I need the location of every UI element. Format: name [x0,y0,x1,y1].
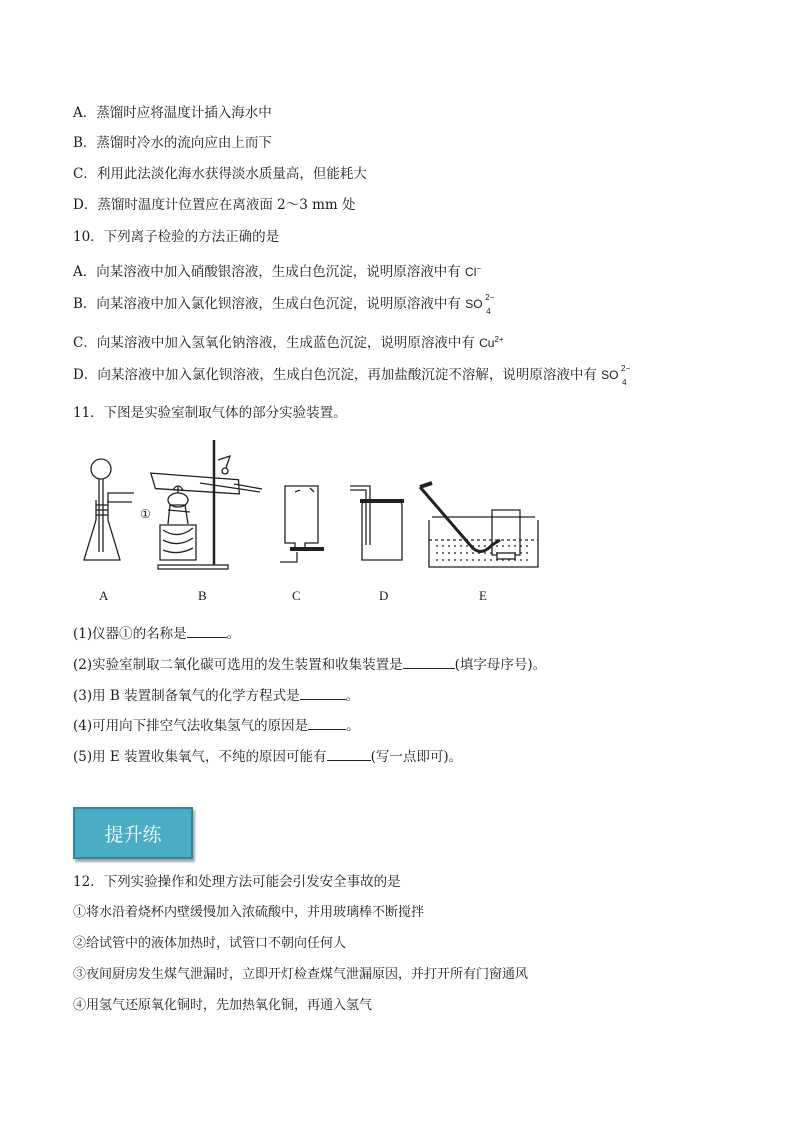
section-title: 提升练 [104,823,162,846]
q10-option-d-text: D．向某溶液中加入氯化钡溶液，生成白色沉淀，再加盐酸沉淀不溶解，说明原溶液中有 [73,367,597,383]
q9-option-d: D．蒸馏时温度计位置应在离液面 2～3 mm 处 [73,197,356,213]
q11-sub-5: (5)用 E 装置收集氧气，不纯的原因可能有 (写一点即可)。 [73,749,463,765]
chloride-ion: Cl− [465,264,482,279]
section-header-improvement [73,807,193,859]
q10-stem: 10．下列离子检验的方法正确的是 [73,229,280,245]
q12-stem: 12．下列实验操作和处理方法可能会引发安全事故的是 [73,874,401,890]
label-d: D [379,588,389,603]
q12-item-2: ②给试管中的液体加热时，试管口不朝向任何人 [73,936,347,951]
label-c: C [292,588,301,603]
apparatus-e-trough [420,483,538,567]
apparatus-c-bottle [280,486,324,562]
q12-item-4: ④用氢气还原氧化铜时，先加热氧化铜，再通入氢气 [73,998,373,1013]
q9-option-b: B．蒸馏时冷水的流向应由上而下 [73,135,272,151]
answer-blank[interactable] [327,747,371,761]
q11-sub-3: (3)用 B 装置制备氧气的化学方程式是 。 [73,688,360,704]
sulfate-ion-b: SO 2− 4 [465,293,495,316]
label-a: A [99,588,109,603]
instrument-marker: ① [140,507,151,521]
q9-option-c: C．利用此法淡化海水获得淡水质量高，但能耗大 [73,166,367,182]
answer-blank[interactable] [187,624,227,638]
q11-sub-2: (2)实验室制取二氧化碳可选用的发生装置和收集装置是 (填字母序号)。 [73,657,547,673]
q12-item-1: ①将水沿着烧杯内壁缓慢加入浓硫酸中，并用玻璃棒不断搅拌 [73,905,425,920]
sulfate-ion-d: SO 2− 4 [601,364,631,387]
answer-blank[interactable] [300,686,346,700]
label-b: B [198,588,207,603]
q12-item-3: ③夜间厨房发生煤气泄漏时，立即开灯检查煤气泄漏原因，并打开所有门窗通风 [73,967,529,982]
answer-blank[interactable] [308,716,346,730]
q9-option-a: A．蒸馏时应将温度计插入海水中 [73,105,272,121]
apparatus-b-heating [149,440,262,569]
copper-ion: $Cu^{2+}$ [479,335,504,350]
answer-blank[interactable] [403,655,455,669]
q10-option-b-text: B．向某溶液中加入氯化钡溶液，生成白色沉淀，说明原溶液中有 [73,296,461,312]
q10-option-a-text: A．向某溶液中加入硝酸银溶液，生成白色沉淀，说明原溶液中有 [73,264,461,280]
q11-sub-4: (4)可用向下排空气法收集氢气的原因是 。 [73,718,360,734]
q11-stem: 11．下图是实验室制取气体的部分实验装置。 [73,405,347,421]
q10-option-c-text: C．向某溶液中加入氢氧化钠溶液，生成蓝色沉淀，说明原溶液中有 [73,335,475,351]
apparatus-a-flask [84,459,134,560]
q11-sub-1: (1)仪器①的名称是 。 [73,626,241,642]
apparatus-d-bottle [350,486,404,560]
label-e: E [479,588,487,603]
